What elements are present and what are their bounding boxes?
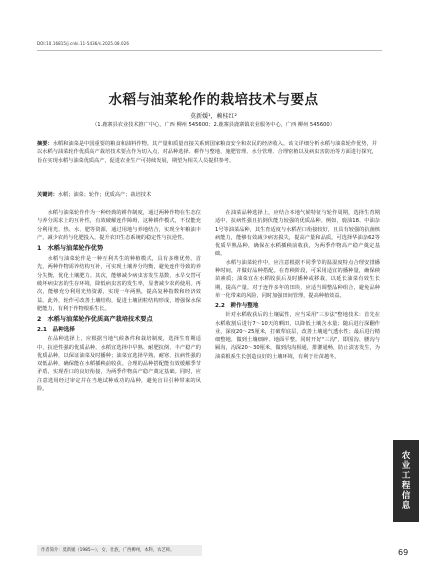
article-affiliation: （1.鹿寨县农业技术推广中心，广西 柳州 545600；2.鹿寨县鹿寨镇农业服务中心，广西 柳州 545600） xyxy=(92,122,335,128)
side-tab-char: 信 xyxy=(401,491,411,501)
article-authors: 莫新媛¹，赖桂红² xyxy=(190,113,237,120)
keywords-text: 水稻；油菜；轮作；优质高产；栽培技术 xyxy=(57,192,152,198)
right-paragraph-2: 水稻与油菜轮作中，应注意根据不同季节的温湿度特点合理安排播种时间，并做好品种搭配。在育秧阶段，可采用适宜的播种量，确保秧苗素质；油菜宜在水稻收获后及时播种或移栽，以延长油菜有效生长期，提高产量。对于连作多年的田块，应适当调整品种组合，避免品种单一化带来的风险，同时加强田间管理，提高种植效益。 xyxy=(215,259,380,299)
header-rule xyxy=(37,50,382,51)
section-heading-2: 2 水稻与油菜轮作优质高产栽培技术要点 xyxy=(37,316,153,324)
section-1-paragraph: 水稻与油菜轮作是一种互利共生的种植模式，具有多维优势。首先，两种作物需养结构互补，可实现土壤养分均衡，避免连作导致的养分失衡，优化土壤肥力。其次，能够减少病虫害发生基数，水旱交替可破坏病虫害的生存环境，降低病虫害的发生率，显著减少农药使用。再次，能够充分利用光热资源，实现一年两熟，提高复种指数和经济效益。此外，轮作可改善土壤结构，促进土壤团粒结构形成，增强保水保肥能力，有利于作物根系生长。 xyxy=(37,256,201,312)
journal-section-tab xyxy=(393,440,419,522)
subsection-2-1-paragraph: 在品种选择上，应根据当地气候条件和栽培制度，选择生育期适中、抗逆性强的优质品种。水稻宜选择中早熟、耐肥抗倒、丰产稳产的优质品种，以保证油菜及时播种；油菜宜选择早熟、耐寒、抗病性强的双低品种，确保能在水稻插秧前收获。合理的品种搭配能有效缓解季节矛盾，实现茬口的良好衔接，为两季作物高产稳产奠定基础。同时，应注意选用经过审定并在当地试种成功的品种，避免盲目引种带来的风险。 xyxy=(37,336,201,393)
side-tab-char: 息 xyxy=(401,501,411,511)
side-tab-char: 业 xyxy=(401,461,411,471)
intro-paragraph: 水稻与油菜轮作作为一种经典的耕作制度，通过两种作物在生态位与养分需求上的互补性，有效破解连作障碍，这种耕作模式，不仅能充分利用光、热、水、肥等资源，通过用地与养地结合，实现全年粮油丰产，减少农药与化肥投入，提升农田生态系统的稳定性与抗逆性。 xyxy=(37,210,201,241)
right-column xyxy=(215,209,380,361)
subsection-heading-2-2: 2.2 耕作与整地 xyxy=(215,303,259,310)
subsection-2-2-paragraph: 针对水稻收获后的土壤属性，应当采用"三步法"整地技术：首先在水稻收割后进行7～10天的晒田，以降低土壤含水量；随后进行深翻作业，深度20～25厘米，打破犁底层，改善土壤通气透水性；最后进行精细整地，做到土壤细碎、地面平整。同时开好"三沟"，即围沟、腰沟与厢沟，沟深20～30厘米，做到沟沟相通，排灌通畅，防止渍害发生，为油菜根系生长创造良好的土壤环境，有利于壮苗越冬。 xyxy=(215,312,380,360)
author-note: 作者简介：莫新媛（1985—），女，壮族，广西柳州，本科，农艺师。 xyxy=(37,545,202,556)
page-number: 69 xyxy=(398,548,409,557)
abstract-text: 水稻和油菜是中国重要的粮食和油料作物。其产量和质量直接关系到国家粮食安全和农民的经济收入。该文详细分析水稻与油菜轮作优势，并以水稻与油菜轮作优质高产栽培技术要点作为切入点，对品种选择、耕作与整地、施肥管理、水分管理、合理密植以及病虫害防治等方面进行探究，旨在实现水稻与油菜优质高产，促进农业生产可持续发展，期望为相关人员提供参考。 xyxy=(37,141,377,164)
right-paragraph-1: 在油菜品种选择上，应结合本地气候特征与轮作周期，选择生育期适中、抗病性强且抗倒伏能力较强的优质品种。例如，鹿油18、中油杂1号等油菜品种，其生育适度与水稻茬口衔接较好，且具有较强的抗菌核病能力，能够有效减少病害损失，提高产量和品质。可选择华油杂62等优质早熟品种，确保在水稻插秧前收获，为两季作物高产稳产奠定基础。 xyxy=(215,210,380,258)
keywords-label: 关键词： xyxy=(37,192,58,198)
left-column xyxy=(37,209,201,393)
side-tab-char: 程 xyxy=(401,481,411,491)
subsection-heading-2-1: 2.1 品种选择 xyxy=(37,327,75,334)
abstract xyxy=(37,140,377,165)
abstract-label: 摘要： xyxy=(37,141,53,147)
section-heading-1: 1 水稻与油菜轮作优势 xyxy=(37,245,104,253)
article-title: 水稻与油菜轮作的栽培技术与要点 xyxy=(108,92,319,108)
side-tab-char: 工 xyxy=(401,471,411,481)
side-tab-char: 农 xyxy=(401,451,411,461)
keywords xyxy=(37,191,377,198)
doi-line: DOI:10.16815/j.cnki.11-5436/s.2025.08.026 xyxy=(37,41,129,46)
